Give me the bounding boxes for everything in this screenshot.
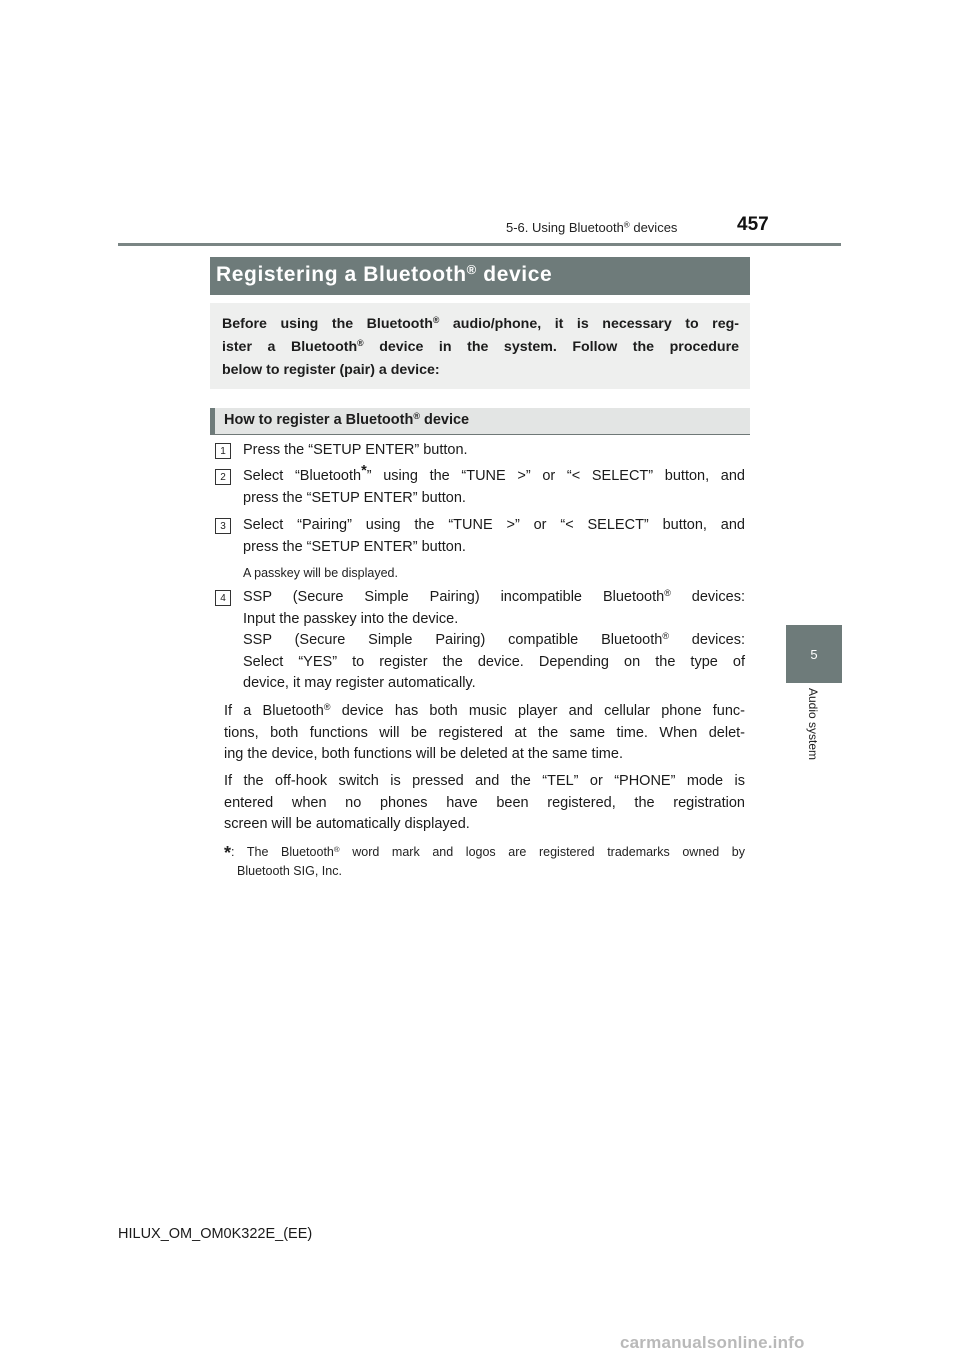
page-title — [216, 263, 552, 287]
registered-mark: ® — [662, 631, 669, 642]
page-title-text: Registering a Bluetooth — [216, 263, 467, 286]
chapter-tab[interactable] — [786, 625, 842, 683]
footnote — [224, 843, 745, 880]
registered-mark: ® — [323, 702, 331, 713]
step-4-line-4: Select “YES” to register the device. Depending on the type of — [243, 653, 745, 670]
intro-text — [222, 313, 739, 382]
watermark: carmanualsonline.info — [620, 1333, 805, 1352]
step-number-badge: 1 — [215, 443, 231, 459]
para-2-line-2: entered when no phones have been registered, the registration — [224, 794, 745, 811]
step-4-line-1b: devices: — [670, 589, 745, 605]
step-4-text — [243, 587, 745, 695]
registered-mark: ® — [432, 315, 440, 326]
footnote-line-1a: : The Bluetooth — [231, 845, 334, 859]
subsection-heading-text: How to register a Bluetooth — [224, 412, 414, 428]
step-number-badge: 4 — [215, 590, 231, 606]
intro-box — [210, 303, 750, 389]
footnote-asterisk: * — [361, 462, 367, 479]
registered-mark: ® — [413, 411, 420, 422]
step-4-line-3a: SSP (Secure Simple Pairing) compatible Bluetooth — [243, 632, 663, 648]
header-divider — [118, 243, 841, 246]
footnote-line-1b: word mark and logos are registered trademarks owned by — [339, 845, 745, 859]
step-3-text — [243, 515, 745, 558]
subsection-heading-suffix: device — [419, 412, 470, 428]
para-1-line-3: ing the device, both functions will be deleted at the same time. — [224, 746, 623, 762]
section-breadcrumb-text: 5-6. Using Bluetooth — [506, 220, 624, 235]
subsection-heading-bar — [210, 408, 750, 435]
page-number: 457 — [737, 214, 769, 235]
registered-mark: ® — [357, 338, 364, 349]
step-4-line-5: device, it may register automatically. — [243, 675, 476, 691]
chapter-side-label — [786, 688, 842, 798]
footnote-asterisk: * — [224, 843, 232, 863]
registered-mark: ® — [466, 261, 477, 277]
step-number-badge: 2 — [215, 469, 231, 485]
subsection-heading — [224, 412, 469, 428]
intro-line-2b: device in the system. Follow the procedure — [363, 339, 740, 355]
step-4-line-3b: devices: — [668, 632, 745, 648]
step-4-line-1a: SSP (Secure Simple Pairing) incompatible Bluetooth — [243, 589, 665, 605]
page-title-suffix: device — [476, 263, 553, 286]
intro-line-2a: ister a Bluetooth — [222, 339, 358, 355]
registered-mark: ® — [333, 844, 340, 854]
section-title-bar — [210, 257, 750, 295]
footnote-line-2: Bluetooth SIG, Inc. — [237, 864, 342, 878]
section-breadcrumb-suffix: devices — [629, 220, 678, 235]
section-breadcrumb — [506, 220, 677, 235]
step-2-text — [243, 462, 745, 509]
step-2-line-2: press the “SETUP ENTER” button. — [243, 489, 466, 506]
para-2-line-3: screen will be automatically displayed. — [224, 816, 470, 832]
step-2-line-1a: Select “Bluetooth — [243, 468, 362, 484]
intro-line-3: below to register (pair) a device: — [222, 362, 440, 378]
intro-line-1a: Before using the Bluetooth — [222, 316, 433, 332]
para-1-line-2: tions, both functions will be registered at the same time. When delet- — [224, 724, 745, 741]
chapter-title: Audio system — [806, 688, 820, 761]
page-header — [0, 0, 960, 250]
para-2-line-1: If the off-hook switch is pressed and the “TEL” or “PHONE” mode is — [224, 773, 745, 789]
para-1-line-1b: device has both music player and cellular phone func- — [330, 703, 746, 719]
step-3-note: A passkey will be displayed. — [243, 566, 398, 580]
registered-mark: ® — [623, 220, 630, 230]
para-1-line-1a: If a Bluetooth — [224, 703, 324, 719]
intro-line-1b: audio/phone, it is necessary to reg- — [439, 316, 739, 332]
step-3-line-2: press the “SETUP ENTER” button. — [243, 538, 466, 555]
step-1-line: Press the “SETUP ENTER” button. — [243, 442, 468, 458]
step-number-badge: 3 — [215, 518, 231, 534]
step-2-line-1b: ” using the “TUNE >” or “< SELECT” button, and — [366, 468, 745, 484]
step-3-line-1: Select “Pairing” using the “TUNE >” or “< SELECT” button, and — [243, 517, 745, 533]
info-paragraph-1 — [224, 701, 745, 766]
document-code: HILUX_OM_OM0K322E_(EE) — [118, 1226, 313, 1242]
info-paragraph-2 — [224, 771, 745, 836]
step-4-line-2: Input the passkey into the device. — [243, 610, 459, 627]
step-1-text — [243, 440, 745, 462]
chapter-number: 5 — [810, 646, 818, 662]
registered-mark: ® — [664, 588, 671, 599]
